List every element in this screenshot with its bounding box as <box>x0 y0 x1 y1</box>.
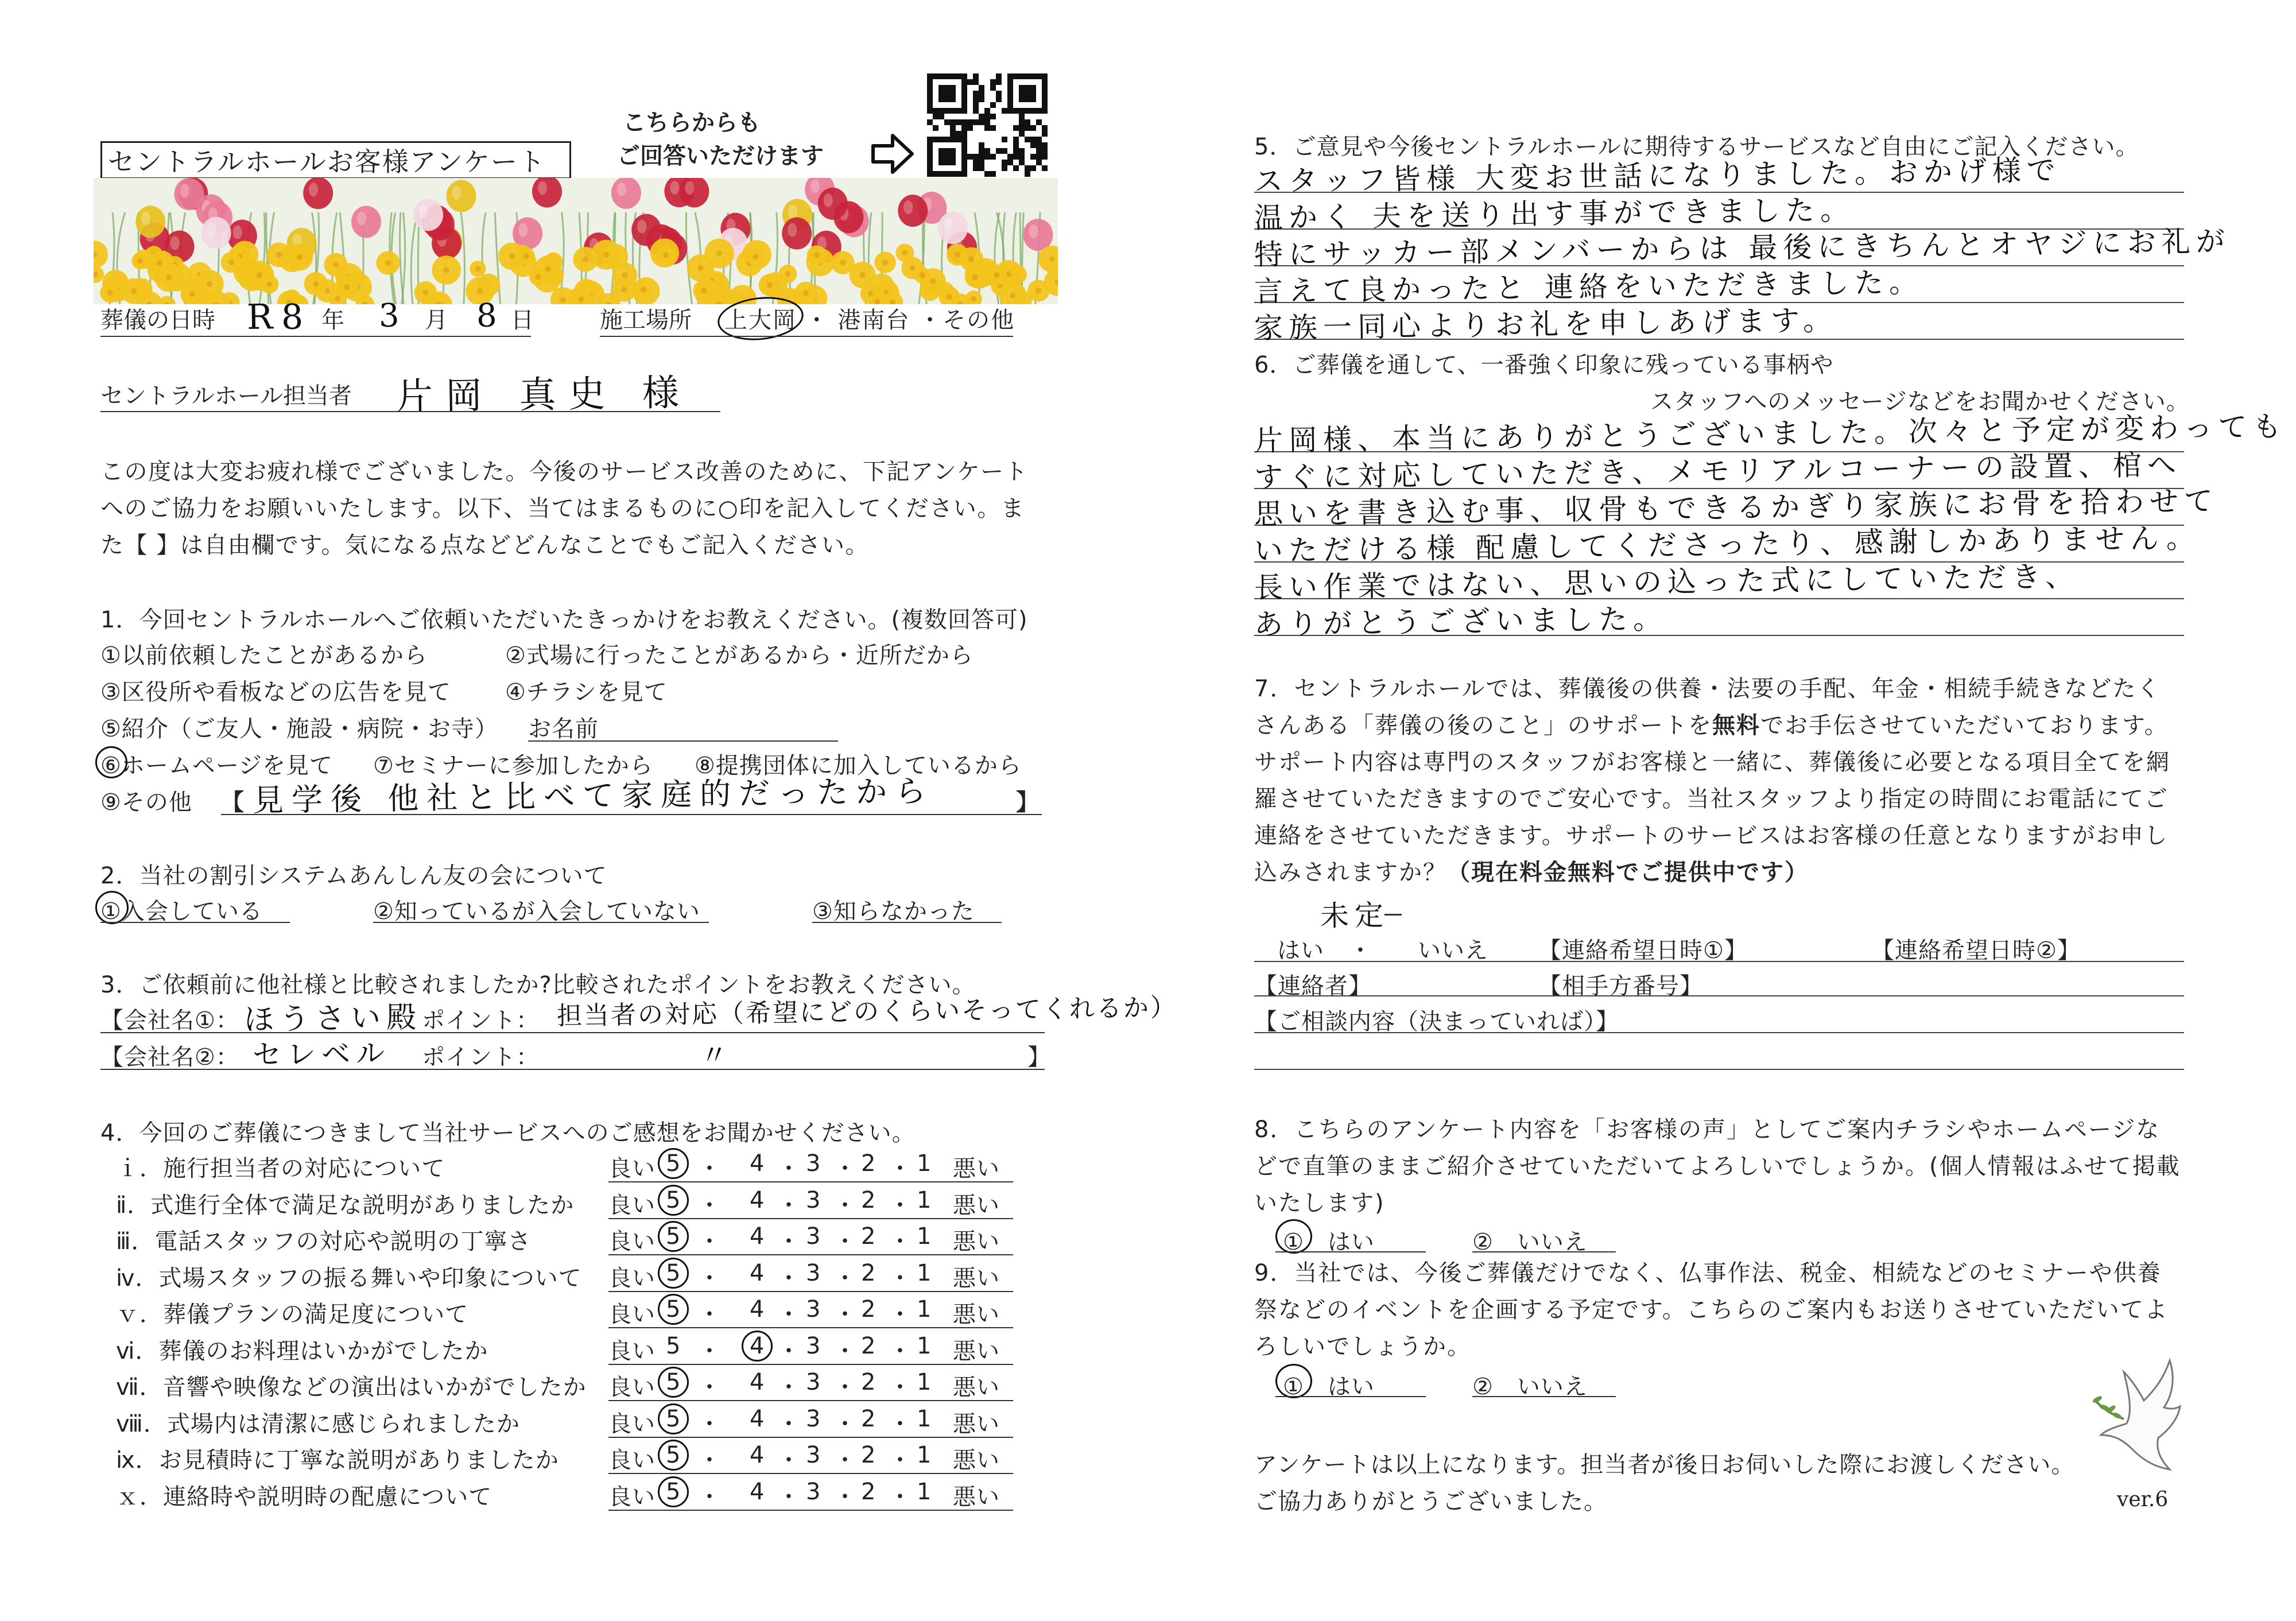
q5-handwritten-line: 言えて良かったと 連絡をいただきました。 <box>1254 265 1924 308</box>
intro-text: この度は大変お疲れ様でございました。今後のサービス改善のために、下記アンケートへのご協力をお願いいたします。以下、当てはまるものに○印を記入してください。また【 】は自由欄です。気になる点などどんなことでもご記入ください。 <box>100 459 1029 559</box>
q4-separator: ・ <box>777 1447 801 1473</box>
q7-contact-person: 【連絡者】 <box>1254 973 1372 999</box>
q3-close: 】 <box>1027 1044 1051 1071</box>
q8-no-underline <box>1472 1251 1616 1252</box>
q4-scale-value[interactable]: 4 <box>750 1442 765 1468</box>
q4-scale-value[interactable]: 2 <box>861 1259 876 1286</box>
q4-scale-value[interactable]: 2 <box>861 1223 876 1250</box>
q4-separator: ・ <box>833 1301 857 1328</box>
q3-company2-label: 【会社名②： <box>100 1044 239 1071</box>
q4-scale-value[interactable]: 4 <box>750 1223 765 1250</box>
q4-separator: ・ <box>698 1374 722 1401</box>
flower-banner-image <box>94 178 1058 304</box>
q4-separator: ・ <box>698 1483 722 1510</box>
q3-point2-label: ポイント： <box>422 1044 540 1071</box>
arrow-right-icon <box>870 131 916 177</box>
q4-separator: ・ <box>889 1155 912 1182</box>
q4-bad-label: 悪い <box>953 1374 1000 1401</box>
q3-row1-underline <box>100 1032 1045 1033</box>
q4-selected-circle <box>742 1331 773 1362</box>
q4-separator: ・ <box>698 1192 722 1219</box>
q2-option-1-underline <box>100 922 290 923</box>
q4-bad-label: 悪い <box>953 1192 1000 1219</box>
q4-row-underline <box>608 1254 1013 1255</box>
q4-scale-value[interactable]: 3 <box>806 1296 821 1323</box>
q4-separator: ・ <box>698 1447 722 1473</box>
year-label: 年 <box>321 307 344 333</box>
q4-separator: ・ <box>698 1301 722 1328</box>
q8-yes-circle <box>1275 1219 1312 1254</box>
q3-point1-value: 担当者の対応（希望にどのくらいそってくれるか） <box>556 992 1178 1031</box>
q4-scale-value[interactable]: 4 <box>750 1259 765 1286</box>
q4-separator: ・ <box>889 1447 912 1473</box>
q9-text: 9．当社では、今後ご葬儀だけでなく、仏事作法、税金、相続などのセミナーや供養祭などのイベントを企画する予定です。こちらのご案内もお送りさせていただいてよろしいでしょうか。 <box>1254 1260 2169 1360</box>
q7-line-2 <box>1254 995 2184 996</box>
q5-title: 5．ご意見や今後セントラルホールに期待するサービスなど自由にご記入ください。 <box>1254 134 2139 160</box>
q1-option-1: ①以前依頼したことがあるから <box>100 642 428 669</box>
q4-item-label: ⅳ．式場スタッフの振る舞いや印象について <box>116 1265 582 1292</box>
q4-scale-value[interactable]: 2 <box>861 1186 876 1213</box>
q4-selected-circle <box>658 1294 689 1325</box>
q3-point2-value: 〃 <box>700 1039 734 1072</box>
q4-scale-value[interactable]: 3 <box>806 1405 821 1432</box>
q4-scale-value[interactable]: 4 <box>750 1186 765 1213</box>
q4-bad-label: 悪い <box>953 1447 1000 1473</box>
q7-phone: 【相手方番号】 <box>1538 973 1703 999</box>
staff-value: 片岡 真史 様 <box>395 371 692 418</box>
q4-selected-circle <box>658 1403 689 1434</box>
q3-company1-label: 【会社名①： <box>100 1007 239 1034</box>
q4-separator: ・ <box>833 1337 857 1364</box>
q4-item-label: ⅸ．お見積時に丁寧な説明がありましたか <box>116 1447 559 1473</box>
q6-title-line2: スタッフへのメッセージなどをお聞かせください。 <box>1650 389 2190 415</box>
q8-text: 8．こちらのアンケート内容を「お客様の声」としてご案内チラシやホームページなどで直筆のままご紹介させていただいてよろしいでしょうか。(個人情報はふせて掲載いたします) <box>1254 1116 2181 1216</box>
q6-handwritten-line: すぐに対応していただき、メモリアルコーナーの設置、棺へ <box>1254 448 2182 494</box>
q1-other-underline <box>221 814 1042 815</box>
q4-selected-circle <box>658 1148 689 1179</box>
q3-company2-value: セレベル <box>252 1036 391 1072</box>
q4-separator: ・ <box>833 1228 857 1255</box>
q4-item-label: ⅵ．葬儀のお料理はいかがでしたか <box>116 1337 488 1364</box>
q2-option-2-underline <box>373 922 709 923</box>
q4-separator: ・ <box>833 1155 857 1182</box>
venue-label: 施工場所 <box>600 307 692 333</box>
q2-title: 2．当社の割引システムあんしん友の会について <box>100 863 607 889</box>
q4-separator: ・ <box>777 1155 801 1182</box>
q4-item-label: ｘ．連絡時や説明時の配慮について <box>116 1483 492 1510</box>
q4-scale-value[interactable]: 2 <box>861 1296 876 1323</box>
q7-handwritten-dash <box>1384 914 1402 916</box>
q7-consult: 【ご相談内容（決まっていれば）】 <box>1254 1009 1619 1035</box>
q4-scale-value[interactable]: 2 <box>861 1150 876 1177</box>
q1-option-4: ④チラシを見て <box>505 679 668 705</box>
date-underline <box>100 336 531 337</box>
q4-scale-value[interactable]: 5 <box>666 1186 681 1213</box>
q4-separator: ・ <box>833 1483 857 1510</box>
q6-title-line1: 6．ご葬儀を通して、一番強く印象に残っている事柄や <box>1254 352 1834 378</box>
q1-other-answer: 見学後 他社と比べて家庭的だったから <box>252 773 934 819</box>
q4-separator: ・ <box>777 1410 801 1437</box>
q7-line-1 <box>1254 961 2184 962</box>
dove-icon <box>2084 1355 2193 1475</box>
q2-option-1-circle <box>95 891 129 924</box>
q4-scale-value[interactable]: 2 <box>861 1332 876 1359</box>
q4-scale-value[interactable]: 1 <box>917 1478 932 1505</box>
q9-no-underline <box>1472 1396 1616 1397</box>
q4-separator: ・ <box>698 1155 722 1182</box>
q4-separator: ・ <box>777 1374 801 1401</box>
q7-yes[interactable]: はい <box>1277 937 1324 964</box>
q4-selected-circle <box>658 1221 689 1252</box>
q5-handwritten-line: 温かく 夫を送り出す事ができました。 <box>1254 193 1855 235</box>
date-label: 葬儀の日時 <box>100 307 215 333</box>
q4-bad-label: 悪い <box>953 1265 1000 1292</box>
q7-line-4 <box>1254 1069 2184 1070</box>
q1-option-9: ⑨その他 <box>100 789 192 816</box>
q4-scale-value[interactable]: 4 <box>750 1405 765 1432</box>
q4-separator: ・ <box>777 1483 801 1510</box>
q4-selected-circle <box>658 1185 689 1216</box>
q4-item-label: ⅶ．音響や映像などの演出はいかがでしたか <box>116 1374 587 1401</box>
q4-scale-value[interactable]: 1 <box>917 1369 932 1395</box>
q4-good-label: 良い <box>608 1155 656 1182</box>
q4-scale-value[interactable]: 5 <box>666 1442 681 1468</box>
q2-option-3-underline <box>812 922 1002 923</box>
q4-row-underline <box>608 1181 1013 1182</box>
q4-scale-value[interactable]: 5 <box>666 1405 681 1432</box>
q7-contact-time-2: 【連絡希望日時②】 <box>1871 937 2081 964</box>
q1-other-open: 【 <box>221 789 245 816</box>
q7-text: 7．セントラルホールでは、葬儀後の供養・法要の手配、年金・相続手続きなどたくさんある「葬儀の後のこと」のサポートを無料でお手伝させていただいております。サポート内容は専門のスタッフがお客様と一緒に、葬儀後に必要となる項目全てを網羅させていただきますのでご安心です。当社スタッフより指定の時間にお電話にてご連絡をさせていただきます。サポートのサービスはお客様の任意となりますがお申し込みされますか？（現在料金無料でご提供中です） <box>1254 676 2170 886</box>
q1-option-7: ⑦セミナーに参加したから <box>373 753 653 779</box>
q3-row2-underline <box>100 1069 1045 1070</box>
q4-scale-value[interactable]: 4 <box>750 1332 765 1359</box>
venue-options: 上大岡 ・ 港南台 ・その他 <box>724 307 1015 333</box>
q4-separator: ・ <box>833 1192 857 1219</box>
q4-selected-circle <box>658 1476 689 1507</box>
q7-contact-time-1: 【連絡希望日時①】 <box>1538 937 1748 964</box>
q1-option-5: ⑤紹介（ご友人・施設・病院・お寺） <box>100 716 498 742</box>
venue-underline <box>600 336 1013 337</box>
qr-code-icon[interactable] <box>927 73 1048 177</box>
q4-good-label: 良い <box>608 1265 656 1292</box>
q1-other-close: 】 <box>1016 789 1040 816</box>
q4-row-underline <box>608 1510 1013 1511</box>
q4-item-label: ⅱ．式進行全体で満足な説明がありましたか <box>116 1192 575 1219</box>
q4-scale-value[interactable]: 5 <box>666 1259 681 1286</box>
q6-handwritten-line: ありがとうございました。 <box>1254 602 1668 641</box>
q4-separator: ・ <box>698 1337 722 1364</box>
date-year-value: 8 <box>281 297 309 338</box>
q4-good-label: 良い <box>608 1447 656 1473</box>
q4-scale-value[interactable]: 3 <box>806 1186 821 1213</box>
q4-scale-value[interactable]: 1 <box>917 1332 932 1359</box>
q4-separator: ・ <box>833 1265 857 1292</box>
date-era: R <box>246 297 279 338</box>
q6-handwritten-line: 思いを書き込む事、収骨もできるかぎり家族にお骨を拾わせて <box>1254 484 2219 531</box>
q4-good-label: 良い <box>608 1192 656 1219</box>
q4-scale-value[interactable]: 5 <box>666 1223 681 1250</box>
date-month-value: 3 <box>378 297 406 335</box>
q4-title: 4．今回のご葬儀につきまして当社サービスへのご感想をお聞かせください。 <box>100 1120 916 1146</box>
q4-bad-label: 悪い <box>953 1155 1000 1182</box>
q9-option-no[interactable]: ② いいえ <box>1472 1374 1588 1400</box>
qr-prompt-line1: こちらからも <box>623 110 761 136</box>
q1-option-2: ②式場に行ったことがあるから・近所だから <box>505 642 974 669</box>
q4-bad-label: 悪い <box>953 1301 1000 1328</box>
q2-option-2: ②知っているが入会していない <box>373 898 700 925</box>
q9-yes-underline <box>1275 1396 1426 1397</box>
q4-scale-value[interactable]: 5 <box>666 1369 681 1395</box>
q4-scale-value[interactable]: 2 <box>861 1478 876 1505</box>
q5-handwritten-line: 特にサッカー部メンバーからは 最後にきちんとオヤジにお礼が <box>1254 224 2231 272</box>
q4-scale-value[interactable]: 1 <box>917 1405 932 1432</box>
month-label: 月 <box>425 307 448 333</box>
q4-scale-value[interactable]: 1 <box>917 1186 932 1213</box>
q1-option-6-circle <box>95 746 127 778</box>
q4-separator: ・ <box>889 1337 912 1364</box>
q4-scale-value[interactable]: 2 <box>861 1442 876 1468</box>
q7-line-3 <box>1254 1032 2184 1033</box>
q4-scale-value[interactable]: 3 <box>806 1332 821 1359</box>
q4-row-underline <box>608 1291 1013 1292</box>
q4-scale-value[interactable]: 4 <box>750 1478 765 1505</box>
q4-separator: ・ <box>889 1228 912 1255</box>
q4-scale-value[interactable]: 4 <box>750 1369 765 1395</box>
q4-scale-value[interactable]: 2 <box>861 1405 876 1432</box>
q4-scale-value[interactable]: 3 <box>806 1369 821 1395</box>
q4-scale-value[interactable]: 5 <box>666 1332 681 1359</box>
q4-separator: ・ <box>833 1447 857 1473</box>
q1-name-underline <box>528 740 838 742</box>
q4-item-label: ⅷ．式場内は清潔に感じられましたか <box>116 1410 520 1437</box>
q4-scale-value[interactable]: 5 <box>666 1150 681 1177</box>
q4-selected-circle <box>658 1258 689 1289</box>
q4-good-label: 良い <box>608 1483 656 1510</box>
q1-option-3: ③区役所や看板などの広告を見て <box>100 679 451 705</box>
q4-item-label: ⅲ．電話スタッフの対応や説明の丁寧さ <box>116 1228 532 1255</box>
q4-separator: ・ <box>777 1301 801 1328</box>
q4-scale-value[interactable]: 5 <box>666 1478 681 1505</box>
qr-prompt-line2: ご回答いただけます <box>617 143 824 169</box>
q9-yes-circle <box>1275 1364 1312 1398</box>
q4-separator: ・ <box>889 1374 912 1401</box>
q4-row-underline <box>608 1364 1013 1365</box>
q4-scale-value[interactable]: 5 <box>666 1296 681 1323</box>
q4-good-label: 良い <box>608 1301 656 1328</box>
q8-option-no[interactable]: ② いいえ <box>1472 1229 1588 1255</box>
q4-scale-value[interactable]: 1 <box>917 1259 932 1286</box>
q6-handwritten-line: いただける様 配慮してくださったり、感謝しかありません。 <box>1254 521 2201 568</box>
date-day-value: 8 <box>476 297 503 335</box>
q4-separator: ・ <box>777 1192 801 1219</box>
q4-separator: ・ <box>889 1410 912 1437</box>
survey-title: セントラルホールお客様アンケート <box>100 141 571 179</box>
q4-bad-label: 悪い <box>953 1410 1000 1437</box>
q4-row-underline <box>608 1218 1013 1219</box>
q1-option-8: ⑧提携団体に加入しているから <box>695 753 1022 779</box>
q4-scale-value[interactable]: 3 <box>806 1259 821 1286</box>
q4-separator: ・ <box>698 1410 722 1437</box>
q4-item-label: ｖ．葬儀プランの満足度について <box>116 1301 469 1328</box>
q4-row-underline <box>608 1437 1013 1438</box>
q4-row-underline <box>608 1400 1013 1401</box>
q6-handwritten-line: 片岡様、本当にありがとうございました。次々と予定が変わっても <box>1254 409 2287 457</box>
q4-bad-label: 悪い <box>953 1228 1000 1255</box>
q4-scale-value[interactable]: 1 <box>917 1150 932 1177</box>
q5-handwritten-line: スタッフ皆様 大変お世話になりました。おかげ様で <box>1254 153 2062 198</box>
q4-good-label: 良い <box>608 1410 656 1437</box>
q7-dot: ・ <box>1349 937 1372 964</box>
q4-separator: ・ <box>889 1192 912 1219</box>
q1-title: 1．今回セントラルホールへご依頼いただいたきっかけをお教えください。(複数回答可) <box>100 607 1028 633</box>
footer-line2: ご協力ありがとうございました。 <box>1254 1488 1607 1515</box>
q4-separator: ・ <box>777 1228 801 1255</box>
q4-scale-value[interactable]: 3 <box>806 1442 821 1468</box>
q3-company1-value: ほうさい殿 <box>243 1000 422 1037</box>
q4-selected-circle <box>658 1367 689 1398</box>
q8-option-yes[interactable]: ① はい <box>1283 1229 1375 1255</box>
q4-bad-label: 悪い <box>953 1483 1000 1510</box>
q9-option-yes[interactable]: ① はい <box>1283 1374 1375 1400</box>
q4-separator: ・ <box>698 1265 722 1292</box>
q3-title: 3．ご依頼前に他社様と比較されましたか?比較されたポイントをお教えください。 <box>100 972 976 998</box>
q3-point1-label: ポイント： <box>422 1007 540 1034</box>
q4-scale-value[interactable]: 2 <box>861 1369 876 1395</box>
q4-row-underline <box>608 1327 1013 1328</box>
q7-handwritten-answer: 未定 <box>1320 898 1390 933</box>
staff-underline <box>100 411 720 412</box>
q6-handwritten-line: 長い作業ではない、思いの込った式にしていただき、 <box>1254 559 2080 604</box>
q5-handwritten-line: 家族一同心よりお礼を申しあげます。 <box>1254 303 1838 345</box>
q4-separator: ・ <box>698 1228 722 1255</box>
q4-scale-value[interactable]: 3 <box>806 1478 821 1505</box>
q4-separator: ・ <box>889 1483 912 1510</box>
q4-row-underline <box>608 1473 1013 1474</box>
q4-separator: ・ <box>889 1301 912 1328</box>
q4-scale-value[interactable]: 3 <box>806 1150 821 1177</box>
q4-scale-value[interactable]: 1 <box>917 1442 932 1468</box>
q4-scale-value[interactable]: 4 <box>750 1296 765 1323</box>
q4-scale-value[interactable]: 4 <box>750 1150 765 1177</box>
q4-bad-label: 悪い <box>953 1337 1000 1364</box>
q4-separator: ・ <box>833 1410 857 1437</box>
q2-option-1: ①入会している <box>100 898 263 925</box>
q4-scale-value[interactable]: 1 <box>917 1223 932 1250</box>
day-label: 日 <box>511 307 534 333</box>
q4-selected-circle <box>658 1440 689 1471</box>
q2-option-3: ③知らなかった <box>812 898 975 925</box>
q1-name-label: お名前 <box>528 716 599 742</box>
q8-yes-underline <box>1275 1251 1426 1252</box>
version-label: ver.6 <box>2117 1488 2169 1511</box>
q4-good-label: 良い <box>608 1374 656 1401</box>
q7-no[interactable]: いいえ <box>1418 937 1488 964</box>
q4-separator: ・ <box>777 1265 801 1292</box>
q4-item-label: ｉ．施行担当者の対応について <box>116 1155 445 1182</box>
q4-separator: ・ <box>833 1374 857 1401</box>
q4-good-label: 良い <box>608 1228 656 1255</box>
q4-separator: ・ <box>777 1337 801 1364</box>
q4-scale-value[interactable]: 1 <box>917 1296 932 1323</box>
staff-label: セントラルホール担当者 <box>100 383 352 409</box>
q4-scale-value[interactable]: 3 <box>806 1223 821 1250</box>
q1-option-6: ⑥ホームページを見て <box>100 753 333 779</box>
q4-good-label: 良い <box>608 1337 656 1364</box>
q4-separator: ・ <box>889 1265 912 1292</box>
footer-line1: アンケートは以上になります。担当者が後日お伺いした際にお渡しください。 <box>1254 1452 2075 1478</box>
